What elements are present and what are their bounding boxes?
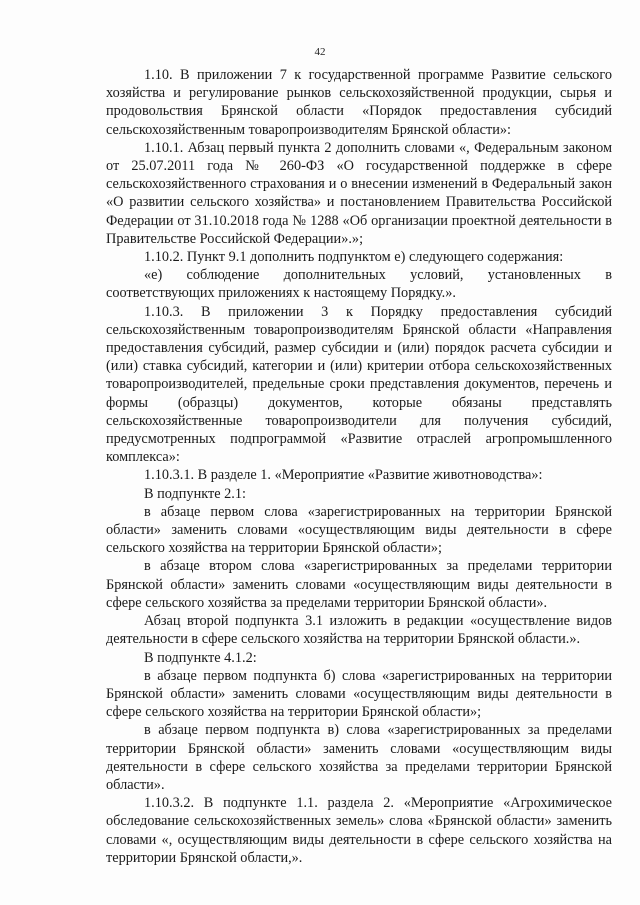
paragraph-first-abzac: в абзаце первом слова «зарегистрированных на территории Брянской области» заменить словами «осуществляющим виды деятельности в сфере сельского хозяйства на территории Брянской области»;: [106, 503, 612, 557]
paragraph-1-10-2: 1.10.2. Пункт 9.1 дополнить подпунктом е) следующего содержания:: [144, 249, 564, 266]
paragraph-subpoint-2-1: В подпункте 2.1:: [144, 485, 246, 502]
paragraph-second-abzac: в абзаце втором слова «зарегистрированных за пределами территории Брянской области» заменить словами «осуществляющим виды деятельности в сфере сельского хозяйства за пределами территории Брянской области».: [106, 558, 612, 611]
paragraph-1-10-3-2: 1.10.3.2. В подпункте 1.1. раздела 2. «Мероприятие «Агрохимическое обследование сельскохозяйственных земель» слова «Брянской области» заменить словами «, осуществляющим виды деятельности в сфере сельского хозяйства на территории Брянской области,».: [106, 795, 612, 866]
paragraph-subpoint-v: в абзаце первом подпункта в) слова «зарегистрированных за пределами территории Брянской области» заменить словами «осуществляющим виды деятельности в сфере сельского хозяйства за пределами территории Брянской области».: [106, 722, 612, 793]
paragraph-1-10: 1.10. В приложении 7 к государственной программе Развитие сельского хозяйства и регулирование рынков сельскохозяйственной продукции, сырья и продовольствия Брянской области «Порядок предоставления субсидий сельскохозяйственным товаропроизводителям Брянской области»:: [106, 67, 612, 138]
paragraph-1-10-3: 1.10.3. В приложении 3 к Порядку предоставления субсидий сельскохозяйственным товаропроизводителям Брянской области «Направления предоставления субсидий, размер субсидии и (или) порядок расчета субсидии и (или) ставка субсидий, категории и (или) критерии отбора сельскохозяйственных товаропроизводителей, предельные сроки представления документов, перечень и формы (образцы) документов, которые обязаны представлять сельскохозяйственные товаропроизводители для получения субсидий, предусмотренных подпрограммой «Развитие отраслей агропромышленного комплекса»:: [106, 303, 612, 466]
document-body: [106, 66, 612, 867]
paragraph-subpoint-4-1-2: В подпункте 4.1.2:: [144, 649, 257, 666]
paragraph-1-10-3-1: 1.10.3.1. В разделе 1. «Мероприятие «Развитие животноводства»:: [144, 467, 543, 484]
paragraph-subpoint-b: в абзаце первом подпункта б) слова «зарегистрированных на территории Брянской области» заменить словами «осуществляющим виды деятельности в сфере сельского хозяйства на территории Брянской области»;: [106, 667, 612, 721]
page-number: 42: [314, 46, 326, 58]
paragraph-quote-e: «е) соблюдение дополнительных условий, установленных в соответствующих приложениях к настоящему Порядку.».: [106, 267, 612, 302]
paragraph-subpoint-3-1: Абзац второй подпункта 3.1 изложить в редакции «осуществление видов деятельности в сфере сельского хозяйства на территории Брянской области.».: [106, 613, 612, 648]
paragraph-1-10-1: 1.10.1. Абзац первый пункта 2 дополнить словами «, Федеральным законом от 25.07.2011 года № 260-ФЗ «О государственной поддержке в сфере сельскохозяйственного страхования и о внесении изменений в Федеральный закон «О развитии сельского хозяйства» и постановлением Правительства Российской Федерации от 31.10.2018 года № 1288 «Об организации проектной деятельности в Правительстве Российской Федерации».»;: [106, 139, 612, 247]
